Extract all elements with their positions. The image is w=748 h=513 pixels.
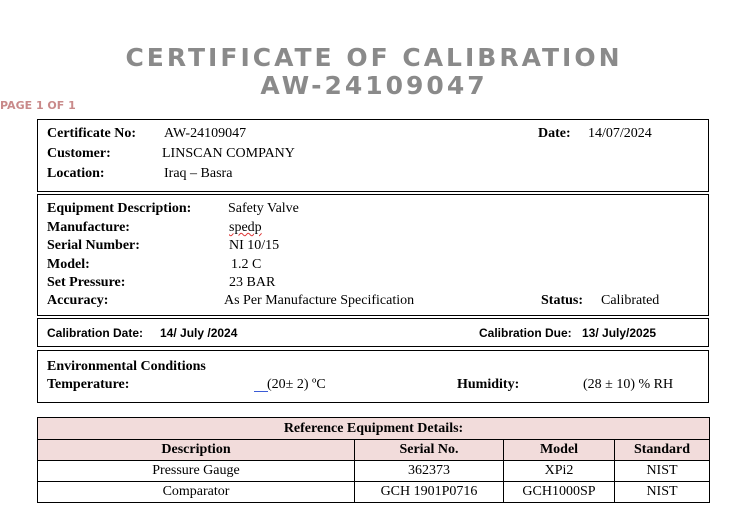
date-value: 14/07/2024: [588, 126, 652, 141]
location-label: Location:: [47, 166, 105, 181]
equipment-box: [37, 194, 709, 316]
certificate-title: CERTIFICATE OF CALIBRATION: [125, 43, 623, 72]
model-label: Model:: [47, 257, 90, 272]
temperature-value: (20± 2) ºC: [267, 377, 326, 392]
accuracy-value: As Per Manufacture Specification: [224, 293, 415, 308]
table-cell: NIST: [615, 482, 710, 503]
table-cell: GCH1000SP: [504, 482, 615, 503]
reference-table-header: [38, 440, 710, 461]
reference-table-caption: Reference Equipment Details:: [38, 418, 710, 440]
table-cell: 362373: [355, 461, 504, 482]
calibration-date-value: 14/ July /2024: [160, 326, 238, 340]
humidity-label: Humidity:: [457, 377, 520, 392]
certificate-info-box: [37, 119, 709, 192]
table-cell: GCH 1901P0716: [355, 482, 504, 503]
temperature-label: Temperature:: [47, 377, 130, 392]
date-label: Date:: [538, 126, 571, 141]
environment-heading: Environmental Conditions: [47, 359, 206, 374]
certificate-number-title: AW-24109047: [260, 71, 488, 100]
table-cell: Pressure Gauge: [38, 461, 355, 482]
calibration-due-value: 13/ July/2025: [582, 326, 657, 340]
reference-equipment-table: [37, 417, 710, 503]
customer-value: LINSCAN COMPANY: [162, 146, 295, 161]
serial-number-label: Serial Number:: [47, 238, 140, 253]
status-value: Calibrated: [601, 293, 660, 308]
table-row: [38, 482, 710, 503]
calibration-dates-box: [37, 318, 709, 347]
column-header-model: Model: [504, 440, 615, 461]
cert-no-value: AW-24109047: [164, 126, 247, 141]
status-label: Status:: [541, 293, 584, 308]
model-value: 1.2 C: [231, 257, 262, 272]
table-row: [38, 461, 710, 482]
calibration-due-label: Calibration Due:: [479, 326, 572, 340]
cert-no-label: Certificate No:: [47, 126, 137, 141]
equipment-description-value: Safety Valve: [228, 201, 299, 216]
manufacture-value: spedp: [229, 220, 262, 235]
customer-label: Customer:: [47, 146, 111, 161]
set-pressure-value: 23 BAR: [229, 275, 276, 290]
humidity-value: (28 ± 10) % RH: [583, 377, 674, 392]
accuracy-label: Accuracy:: [47, 293, 109, 308]
table-cell: XPi2: [504, 461, 615, 482]
manufacture-label: Manufacture:: [47, 220, 130, 235]
page-indicator: PAGE 1 OF 1: [0, 99, 76, 112]
serial-number-value: NI 10/15: [229, 238, 280, 253]
table-cell: NIST: [615, 461, 710, 482]
column-header-standard: Standard: [615, 440, 710, 461]
table-cell: Comparator: [38, 482, 355, 503]
column-header-serial: Serial No.: [355, 440, 504, 461]
column-header-description: Description: [38, 440, 355, 461]
format-underline-mark: [254, 391, 268, 392]
location-value: Iraq – Basra: [164, 166, 233, 181]
equipment-description-label: Equipment Description:: [47, 201, 192, 216]
set-pressure-label: Set Pressure:: [47, 275, 126, 290]
environment-box: [37, 350, 709, 403]
calibration-date-label: Calibration Date:: [47, 326, 144, 340]
